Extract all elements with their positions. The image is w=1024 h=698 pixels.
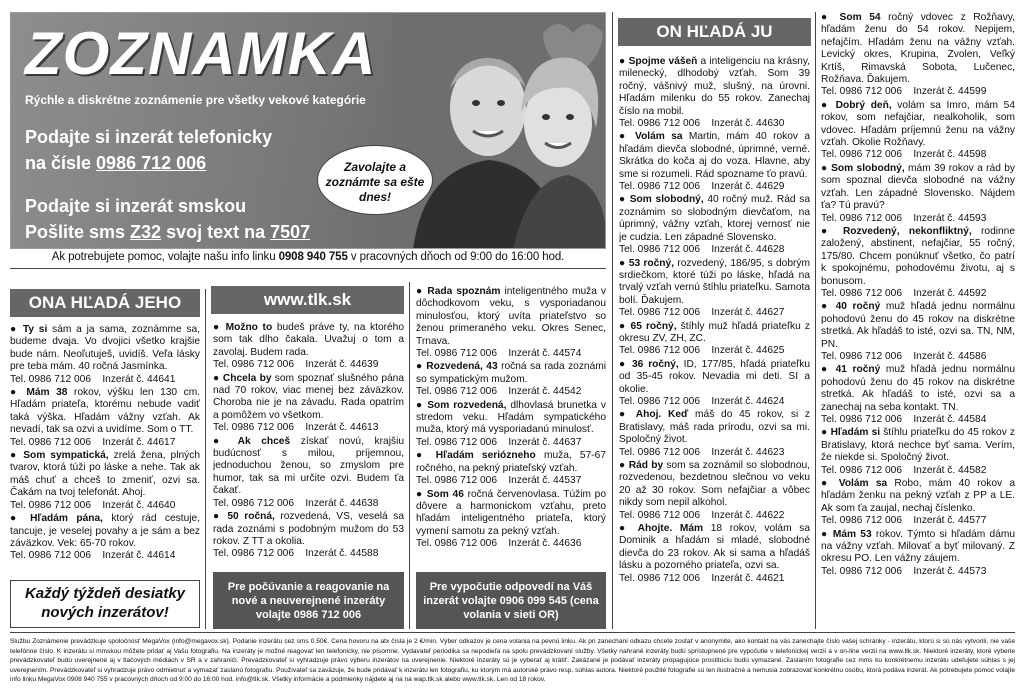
ad-text: zrelá žena, plných tvarov, ktorá túži po láske a nehe. Tak ak máš chuť a chceš to zmeniť, ozvi sa. Čakám na tvoj telefonát. Ahoj. [10, 450, 200, 499]
ad-phone[interactable]: Tel. 0986 712 006 Inzerát č. 44537 [416, 475, 582, 487]
ad-phone[interactable]: Tel. 0986 712 006 Inzerát č. 44598 [821, 149, 987, 161]
ad-item [416, 489, 606, 551]
sms-code: Z32 [130, 222, 162, 242]
section-ona: ONA HĽADÁ JEHO [10, 289, 200, 317]
bullet-icon: ● [416, 286, 428, 297]
ad-text: Robo, mám 40 rokov a hľadám ženku na pekný vzťah z PP a LE. Ak som ťa zaujal, nechaj číslenko. [821, 478, 1015, 514]
bullet-icon: ● [821, 225, 843, 237]
ad-lead: 53 ročný, [628, 257, 675, 269]
bullet-icon: ● [619, 409, 636, 421]
ad-text: a inteligenciu na krásny, milenecký, dlhodobý vzťah. Som 39 ročný, vášnivý muž, slušný, na úrovni. Hľadám milenku do 55 rokov. Zanechaj číslo na mobil. [619, 56, 810, 117]
ad-text: rodinne založený, abstinent, nefajčiar, 55 ročný, 175/80. Chcem ponúknuť všetko, čo patrí k spokojnému, pohodovému životu, aj s bonusom. [821, 225, 1015, 287]
ad-text: 18 rokov, volám sa Dominik a hľadám si mladé, slobodné dievča do 23 rokov. Ak si sama a hľadáš lásku a pozorného priateľa, ozvi sa. [619, 523, 810, 572]
bullet-icon: ● [416, 450, 436, 462]
ad-text: ročná červenovlasa. Túžim po dôvere a harmonickom vzťahu, preto hľadám inteligentného priateľa, ktorý vymení samotu za pekný vzťah. [416, 488, 606, 537]
ad-phone[interactable]: Tel. 0986 712 006 Inzerát č. 44588 [213, 548, 379, 558]
ad-item [619, 523, 810, 585]
bullet-icon: ● [821, 162, 832, 174]
bullet-icon: ● [619, 194, 630, 206]
ad-phone[interactable]: Tel. 0986 712 006 Inzerát č. 44629 [619, 181, 785, 193]
ad-item [213, 511, 404, 558]
bullet-icon: ● [416, 488, 427, 500]
ad-item [821, 226, 1015, 300]
bullet-icon: ● [821, 364, 836, 376]
ad-phone[interactable]: Tel. 0986 712 006 Inzerát č. 44637 [416, 436, 582, 448]
ad-text: rokov, výšku len 130 cm. Hľadám priateľa, ktorému nebude vadiť taká výška. Hľadám vážny vzťah. Ak nevadí, tak sa ozvi a uvidíme. Som o TT. [10, 387, 200, 436]
divider [612, 12, 613, 629]
divider [815, 12, 816, 629]
ads-column-ona [10, 324, 200, 576]
ad-lead: Rozvedený, nekonfliktný, [842, 225, 972, 237]
bullet-icon: ● [10, 513, 31, 525]
ad-item [213, 436, 404, 510]
bullet-icon: ● [619, 131, 636, 143]
sms-line1: Podajte si inzerát smskou [25, 196, 247, 216]
phone-line1: Podajte si inzerát telefonicky [25, 127, 273, 147]
hero-title: ZOZNAMKA [25, 20, 377, 87]
bullet-icon: ● [821, 99, 836, 111]
ad-text: rokov. Týmto si hľadám dámu na vážny vzťah. Milovať a byť milovaný. Z okresu PO. Len vážny záujem. [821, 528, 1015, 565]
ad-lead: Ahoj. Keď [635, 409, 689, 421]
ad-item [619, 56, 810, 130]
ad-lead: Rád by [628, 460, 664, 471]
ad-phone[interactable]: Tel. 0986 712 006 Inzerát č. 44577 [821, 515, 987, 527]
bullet-icon: ● [619, 56, 629, 67]
ad-lead: 36 ročný, [632, 358, 679, 370]
ad-lead: Mám 53 [832, 528, 872, 540]
ad-text: muža, 57-67 ročného, na pekný priateľský vzťah. [416, 450, 606, 474]
section-web[interactable]: www.tlk.sk [211, 286, 404, 314]
ad-item [821, 12, 1015, 99]
sms-offer [25, 193, 310, 245]
ad-lead: Hľadám pána, [30, 513, 103, 525]
call-bubble: Zavolajte a zoznámte sa ešte dnes! [317, 145, 433, 215]
ad-phone[interactable]: Tel. 0986 712 006 Inzerát č. 44639 [213, 359, 379, 371]
ad-text: Martin, mám 40 rokov a hľadám dievča slobodné, úprimné, verné. Skrátka do koča aj do voza. Hlavne, aby sme si rozumeli. Rád spozname ťo pravú. [619, 131, 810, 180]
ad-phone[interactable]: Tel. 0986 712 006 Inzerát č. 44586 [821, 350, 987, 362]
ad-lead: Som slobodný, [629, 194, 704, 206]
ad-phone[interactable]: Tel. 0986 712 006 Inzerát č. 44621 [619, 572, 785, 584]
bullet-icon: ● [821, 528, 833, 540]
ad-lead: Hľadám seriózneho [435, 450, 536, 462]
ad-text: ročná sa rada zoznámi so sympatickým mužom. [416, 361, 606, 385]
ad-phone[interactable]: Tel. 0986 712 006 Inzerát č. 44614 [10, 550, 176, 562]
ad-phone[interactable]: Tel. 0986 712 006 Inzerát č. 44622 [619, 509, 785, 521]
ad-item [213, 322, 404, 372]
ad-item [416, 361, 606, 398]
bullet-icon: ● [10, 387, 27, 399]
ad-phone[interactable]: Tel. 0986 712 006 Inzerát č. 44628 [619, 244, 785, 256]
bullet-icon: ● [821, 478, 839, 490]
footer-legal: Službu Zoznámenie prevádzkuje spoločnosť MegaVox (info@megavox.sk). Podanie inzerátu cez sms 0.50€. Cena hovoru na atx čísla je 2 €/min. Výber odkazov je cena volania na pevnú linku. Ak pri zanechaní odkazu chcete zostať v anonymite, ako kontakt na vás zanechajte číslo vašej schránky - inzerátu, ktorú si sú nás vytvorili, nie vaše telefónne číslo. K inzerátu si mmskou môžete pridať aj Vašu fotografiu. Na inzeráty je možné reagovať len telefonicky, nie písomne. Vydavateľ periodika sa nepodieľa na spolu prevádzkovaní služby. Všetky nahrané inzeráty budú sprístupnené pre vypočutie v telefonickej verzii a v on-line verzii na www.tlk.sk. Niektoré inzeráty, ktoré vyberie prevádzkovateľ budú uverejnené aj v tlačových médiách v SR a v zahraničí. Prevádzkovateľ si vyhradzuje právo výberu inzerátov na uverejnenie. Niektoré inzeráty sú je vyberať aj krátiť. Zakázané je podávať inzeráty propagujúce prostitúciu budú vymazané. Zaslaním fotografie cez mms ku konkrétnemu inzerátu udeľujete súhlas s jej uverejnením. Prevádzkovateľ si vyhradzuje právo odmietnuť a vymazať zaslanú fotografiu. Používateľ sa zaväzuje, že bude pridávať k inzerátu len fotografiu, ku ktorým má autorské právo resp. súhlas autora. Niektoré použité fotografie sú len ilustračné a nemusia zobrazovať konkrétnu osobu, ktorá podáva inzerát. Ak potrebujete pomoc volajte info linku MegaVox 0908 940 755 v pracovných dňoch od 9:00 do 16:00 hod. info@tlk.sk. Všetky informácie a podmienky nájdete aj na na wap.tlk.sk alebo www.tlk.sk. Len od 18 rokov. [10, 638, 1015, 684]
bullet-icon: ● [619, 320, 631, 332]
ad-item [619, 359, 810, 409]
ad-phone[interactable]: Tel. 0986 712 006 Inzerát č. 44625 [619, 345, 785, 357]
ad-text: štíhly muž hľadá priateľku z okresu ZV, ZH, ZC. [619, 320, 810, 344]
bullet-icon: ● [416, 399, 428, 411]
bullet-icon: ● [821, 12, 840, 23]
ad-lead: 65 ročný, [630, 320, 677, 332]
bullet-icon: ● [619, 523, 638, 535]
ad-phone[interactable]: Tel. 0986 712 006 Inzerát č. 44582 [821, 464, 987, 476]
ad-text: sám a ja sama, zoznámme sa, budeme dvaja. Vo dvojici všetko krajšie bude nám. Neoľutuješ, uvidíš. Veľa lásky pre teba mám. 40 ročná Jasmínka. [10, 324, 200, 373]
ad-item [416, 400, 606, 450]
reply-box[interactable]: Pre vypočutie odpovedí na Váš inzerát volajte 0906 099 545 (cena volania v sieti OR) [416, 572, 606, 629]
ad-item [821, 529, 1015, 579]
ad-item [619, 321, 810, 358]
ad-lead: Som 46 [426, 488, 464, 500]
ad-phone[interactable]: Tel. 0986 712 006 Inzerát č. 44613 [213, 422, 379, 434]
ad-text: ID, 177/85, hľadá priateľku od 35-45 rokov. Nevadia mi deti. SI a okolie. [619, 358, 810, 395]
bullet-icon: ● [10, 324, 23, 335]
ad-phone[interactable]: Tel. 0986 712 006 Inzerát č. 44592 [821, 287, 987, 299]
ad-item [10, 450, 200, 512]
ad-item [619, 258, 810, 320]
sms-line2-mid: svoj text na [161, 222, 271, 242]
ad-item [213, 373, 404, 435]
ad-lead: Mám 38 [26, 387, 68, 399]
ad-text: inteligentného muža v dôchodkovom veku, s vysporiadanou minulosťou, ktorý uvíta priateľstvo so ženou primeraného veku. Okres Senec, Trnava. [416, 286, 606, 347]
bullet-icon: ● [619, 358, 633, 370]
ad-phone[interactable]: Tel. 0986 712 006 Inzerát č. 44638 [213, 497, 379, 509]
ad-text: mám 39 rokov a rád by som spoznal dievča slobodné na vážny vzťah. Len západné Slovensko. Nájdem ťa? Tú pravú? [821, 162, 1015, 212]
ad-lead: Ahojte. Mám [637, 523, 704, 535]
ad-phone[interactable]: Tel. 0986 712 006 Inzerát č. 44599 [821, 86, 987, 98]
bullet-icon: ● [416, 361, 427, 373]
couple-photo [393, 13, 606, 249]
divider [409, 282, 410, 629]
ad-lead: Som 54 [839, 12, 881, 23]
ad-item [821, 478, 1015, 528]
ad-item [619, 460, 810, 522]
ad-phone[interactable]: Tel. 0986 712 006 Inzerát č. 44630 [619, 118, 785, 130]
ad-phone[interactable]: Tel. 0986 712 006 Inzerát č. 44623 [619, 446, 785, 458]
ad-lead: 41 ročný [835, 364, 881, 376]
ad-lead: 40 ročný [835, 301, 881, 313]
helpline-number[interactable]: 0908 940 755 [278, 251, 348, 263]
bullet-icon: ● [213, 372, 223, 384]
ad-text: som spoznať slušného pána nad 70 rokov, viac menej bez záväzkov. Choroba nie je na závadu. Rada opatrím a pomôžem vo všetkom. [213, 372, 404, 421]
ad-phone[interactable]: Tel. 0986 712 006 Inzerát č. 44640 [10, 499, 176, 511]
bullet-icon: ● [10, 450, 24, 462]
ad-phone[interactable]: Tel. 0986 712 006 Inzerát č. 44584 [821, 414, 987, 425]
ad-item [619, 409, 810, 459]
section-on: ON HĽADÁ JU [618, 18, 811, 46]
ad-text: muž hľadá jednu normálnu pohodovú ženu do 45 rokov na diskrétne stretká. Ak hľadáš to isté, ozvi sa. TN, NM, PN. [821, 301, 1015, 350]
ad-lead: Možno to [225, 322, 273, 333]
ad-phone[interactable]: Tel. 0986 712 006 Inzerát č. 44542 [416, 386, 582, 398]
ad-phone[interactable]: Tel. 0986 712 006 Inzerát č. 44573 [821, 565, 987, 577]
helpline-prefix: Ak potrebujete pomoc, volajte našu info linku [51, 251, 279, 263]
ad-item [619, 194, 810, 256]
ad-lead: Hľadám si [830, 427, 881, 439]
ad-lead: Dobrý deň, [835, 99, 892, 111]
ad-text: dlhovlasá brunetka v stredom veku. Hľadám sympatického muža, ktorý má vysporiadanú minulosť. [416, 399, 606, 436]
ad-text: získať novú, krajšiu budúcnosť s milou, príjemnou, jednoduchou ženou, so zmyslom pre humor, tak sa mi určite ozvi. Budem ťa čakať. [213, 435, 404, 497]
listen-box[interactable]: Pre počúvanie a reagovanie na nové a neuverejnené inzeráty volajte 0986 712 006 [213, 572, 404, 629]
phone-line2-prefix: na čísle [25, 153, 97, 173]
ad-lead: Volám sa [635, 131, 683, 143]
ad-item [821, 301, 1015, 363]
weekly-box: Každý týždeň desiatky nových inzerátov! [10, 580, 200, 628]
divider [10, 632, 1015, 633]
ad-text: ktorý rád cestuje, tancuje, je veselej povahy a je sám a bez záväzkov. Vek: 65-70 rokov. [10, 513, 200, 549]
ad-lead: Chcela by [222, 372, 272, 384]
ad-phone[interactable]: Tel. 0986 712 006 Inzerát č. 44617 [10, 436, 176, 448]
ads-column-web [213, 322, 404, 558]
ad-phone[interactable]: Tel. 0986 712 006 Inzerát č. 44624 [619, 395, 785, 407]
ad-text: rozvedená, VS, veselá sa rada zoznámi s podobným mužom do 53 rokov. Z TT a okolia. [213, 511, 404, 547]
ad-text: muž hľadá jednu normálnu pohodovú ženu do 45 rokov na diskrétne stretká. Ak hľadáš to isté, ozvi sa a zanechaj na seba kontakt. TN. [821, 364, 1015, 413]
ad-text: máš do 45 rokov, si z Bratislavy, máš rada prírodu, ozvi sa mi. Spoločný život. [619, 409, 810, 446]
ads-column-ona-2 [416, 286, 606, 562]
ad-phone[interactable]: Tel. 0986 712 006 Inzerát č. 44641 [10, 373, 176, 385]
bullet-icon: ● [821, 301, 836, 313]
ad-text: 40 ročný muž. Rád sa zoznámim so slobodným dievčaťom, na úprimný, vážny vzťah, ktorej vernosť nie je cudzia. Len západné Slovensko. [619, 194, 810, 243]
ad-lead: Som rozvedená, [427, 399, 507, 411]
ad-item [416, 286, 606, 360]
ad-item [10, 324, 200, 386]
ad-text: ročný vdovec z Rožňavy, hľadám ženu do 54 rokov. Nepijem, nefajčím. Hľadám ženu na vážny vzťah. Levický okres, Krupina, Zvolen, Veľký Krtíš, Rimavská Sobota, Lučenec, Rožňava. Ďakujem. [821, 12, 1015, 86]
ad-item [821, 427, 1015, 477]
helpline-suffix: v pracovných dňoch od 9:00 do 16:00 hod. [347, 251, 565, 263]
ad-lead: Som sympatická, [23, 450, 109, 462]
bullet-icon: ● [821, 427, 831, 439]
hero-subtitle: Rýchle a diskrétne zoznámenie pre všetky vekové kategórie [25, 93, 366, 107]
ad-lead: Volám sa [838, 478, 888, 490]
bullet-icon: ● [213, 511, 228, 523]
ad-item [821, 163, 1015, 225]
ad-lead: Som slobodný, [831, 162, 905, 174]
ad-text: budeš práve ty, na ktorého som tak dlho čakala. Uvažuj o tom a zavolaj. Budem rada. [213, 322, 404, 358]
sms-number[interactable]: 7507 [270, 222, 311, 242]
ad-item [619, 131, 810, 193]
helpline-text [10, 251, 606, 263]
bullet-icon: ● [213, 435, 238, 447]
ad-item [821, 100, 1015, 162]
hero-banner [10, 12, 606, 249]
ad-text: štíhlu priateľku do 45 rokov z Bratislavy, ktorá nechce byť sama. Verím, že niekde si. Spoločný život. [821, 427, 1015, 464]
ad-lead: Ak chceš [237, 435, 291, 447]
divider [205, 289, 206, 629]
divider [10, 268, 606, 269]
phone-number[interactable]: 0986 712 006 [96, 153, 207, 173]
ads-column-on [619, 56, 810, 630]
ad-lead: Rozvedená, 43 [426, 361, 498, 373]
ad-lead: Ty si [22, 324, 48, 335]
ad-phone[interactable]: Tel. 0986 712 006 Inzerát č. 44627 [619, 307, 785, 319]
ad-item [821, 364, 1015, 426]
ad-phone[interactable]: Tel. 0986 712 006 Inzerát č. 44593 [821, 212, 987, 224]
ad-item [10, 513, 200, 563]
ad-lead: Spojme vášeň [628, 56, 698, 67]
bullet-icon: ● [213, 322, 226, 333]
ad-text: rozvedený, 186/95, s dobrým srdiečkom, ktoré túži po láske, hľadá na trvalý vzťah vernú štíhlu priateľku. Samota bolí. Ďakujem. [619, 257, 810, 306]
ad-phone[interactable]: Tel. 0986 712 006 Inzerát č. 44574 [416, 348, 582, 360]
ad-phone[interactable]: Tel. 0986 712 006 Inzerát č. 44636 [416, 538, 582, 550]
ad-item [416, 450, 606, 487]
bullet-icon: ● [619, 460, 629, 471]
ad-text: som sa zoznámil so slobodnou, rozvedenou, bezdetnou slečnou vo veku 20 až 30 rokov. Som nefajčiar a vôbec nikdy som nepil alkohol. [619, 460, 810, 509]
bullet-icon: ● [619, 257, 629, 269]
ad-lead: Rada spoznám [427, 286, 501, 297]
ads-column-on-2 [821, 12, 1015, 630]
ad-lead: 50 ročná, [227, 511, 275, 523]
phone-offer [25, 124, 272, 176]
ad-text: volám sa Imro, mám 54 rokov, som nefajčiar, nealkoholik, som vdovec. Hľadám príjemnú ženu na vážny vzťah. Okolie Rožňavy. [821, 99, 1015, 149]
sms-line2-prefix: Pošlite sms [25, 222, 131, 242]
ad-item [10, 387, 200, 449]
